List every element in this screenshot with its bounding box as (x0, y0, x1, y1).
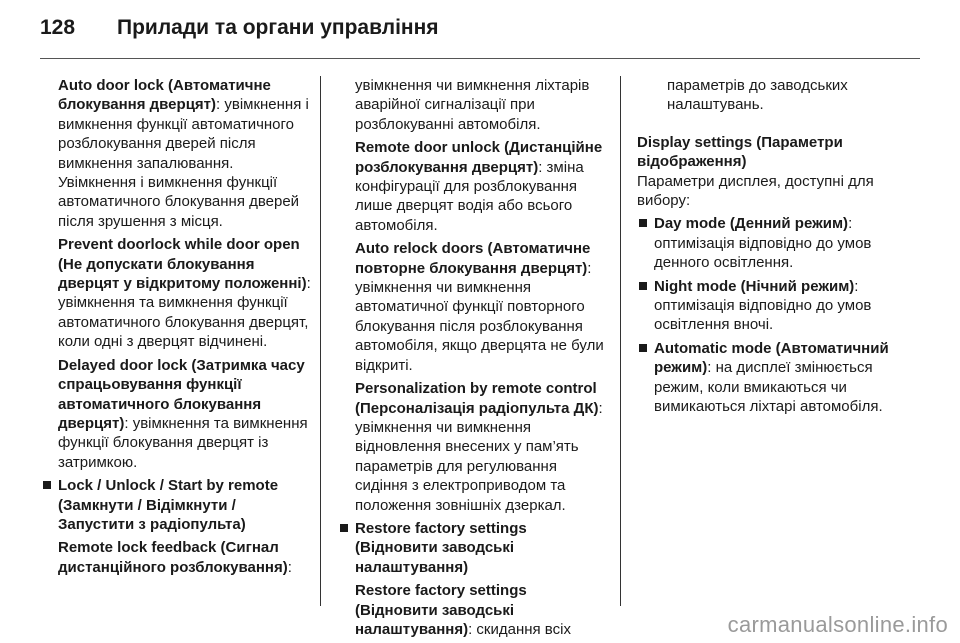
display-settings-heading (637, 133, 907, 172)
auto-relock-item (355, 239, 610, 375)
automatic-mode-term: Automatic mode (Автоматичний режим) (654, 339, 889, 377)
personalization-item (355, 379, 610, 515)
header-rule (40, 58, 920, 59)
night-mode-text: : оптимізація відповідно до умов освітлення вночі. (654, 277, 872, 334)
personalization-term: Personalization by remote control (Персоналізація радіопульта ДК) (355, 380, 599, 417)
column-divider-1 (320, 76, 321, 606)
display-settings-text: Параметри дисплея, доступні для вибору: (637, 172, 874, 210)
delayed-door-lock-item (58, 356, 313, 472)
restore-factory-term: Restore factory settings (Відновити заводські налаштування) (355, 519, 527, 576)
remote-lock-feedback-text: : (287, 558, 292, 576)
prevent-doorlock-term: Prevent doorlock while door open (Не допускати блокування дверцят у відкритому положенні) (58, 236, 307, 293)
bullet-square-icon (43, 481, 51, 489)
page-title: Прилади та органи управління (117, 16, 439, 39)
lock-unlock-bullet (41, 476, 313, 577)
automatic-mode-bullet (637, 339, 907, 417)
restore-factory-bullet (338, 519, 610, 639)
page-header (40, 14, 920, 54)
continued-text: параметрів до заводських налаштувань. (667, 77, 848, 114)
automatic-mode-text: : на дисплеї змінюється режим, коли вмикаються чи вимикаються ліхтарі автомобіля. (654, 359, 883, 416)
auto-relock-text: : увімкнення чи вимкнення автоматичної функції повторного блокування після розблокування автомобіля, якщо дверцята не були відкриті. (355, 259, 604, 374)
personalization-text: : увімкнення чи вимкнення відновлення внесених у пам’ять параметрів для регулювання сидіння з електроприводом та положення зовнішніх дзеркал. (355, 399, 603, 514)
prevent-doorlock-text: : увімкнення та вимкнення функції автоматичного блокування дверцят, коли одні з дверцят відчинені. (58, 275, 311, 351)
bullet-square-icon (639, 344, 647, 352)
column-3 (637, 76, 907, 421)
day-mode-bullet (637, 214, 907, 272)
night-mode-term: Night mode (Нічний режим) (654, 277, 855, 295)
remote-door-unlock-text: : зміна конфігурації для розблокування лише дверцят водія або всього автомобіля. (355, 158, 584, 234)
prevent-doorlock-item (58, 235, 313, 351)
column-1 (58, 76, 313, 581)
bullet-square-icon (340, 524, 348, 532)
display-settings-heading-text: Display settings (Параметри відображення) (637, 133, 843, 171)
day-mode-text: : оптимізація відповідно до умов денного освітлення. (654, 215, 872, 272)
auto-door-lock-text: : увімкнення і вимкнення функції автоматичного розблокування дверей після вимкнення запалювання. Увімкнення і вимкнення функції автоматичного блокування дверей після зрушення з місця. (58, 96, 309, 230)
day-mode-term: Day mode (Денний режим) (654, 215, 849, 233)
restore-factory-sub-text: : скидання всіх (468, 620, 571, 638)
remote-door-unlock-term: Remote door unlock (Дистанційне розблокування дверцят) (355, 139, 603, 176)
lock-unlock-term: Lock / Unlock / Start by remote (Замкнути / Відімкнути / Запустити з радіопульта) (58, 477, 279, 533)
auto-door-lock-term: Auto door lock (Автоматичне блокування дверцят) (58, 77, 271, 114)
column-divider-2 (620, 76, 621, 606)
bullet-square-icon (639, 282, 647, 290)
watermark: carmanualsonline.info (727, 612, 948, 637)
column-2 (355, 76, 610, 643)
remote-door-unlock-item (355, 138, 610, 235)
bullet-square-icon (639, 219, 647, 227)
auto-door-lock-item (58, 76, 313, 231)
auto-relock-term: Auto relock doors (Автоматичне повторне блокування дверцят) (355, 240, 591, 277)
page-number: 128 (40, 16, 76, 39)
restore-factory-sub-term: Restore factory settings (Відновити заводські налаштування) (355, 582, 527, 638)
night-mode-bullet (637, 277, 907, 335)
delayed-door-lock-text: : увімкнення та вимкнення функції блокування дверцят із затримкою. (58, 414, 308, 471)
delayed-door-lock-term: Delayed door lock (Затримка часу спрацьовування функції автоматичного блокування дверцят) (58, 356, 305, 432)
remote-lock-feedback-term: Remote lock feedback (Сигнал дистанційного розблокування) (58, 539, 288, 576)
continued-text: увімкнення чи вимкнення ліхтарів аварійної сигналізації при розблокуванні автомобіля. (355, 77, 590, 133)
